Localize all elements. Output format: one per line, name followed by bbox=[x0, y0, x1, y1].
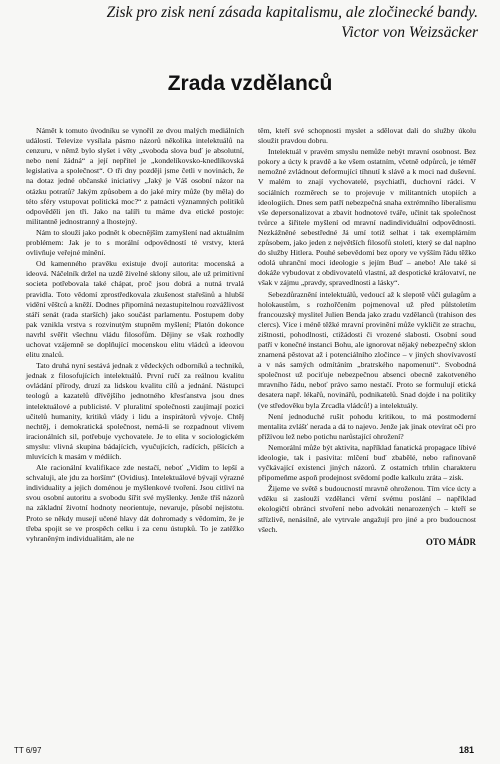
paragraph: Nemorální může být aktivita, například fanatická propagace líbivé ideologie, tak i pasivita: mlčení buď zbabělé, nebo rafinovaně vyčkávající existenci jiných názorů. Z ostatních trhlin charakteru připomeňme aspoň prodejnost svědomí podle kalkulu zráta – zisk. bbox=[258, 442, 476, 483]
issue-label: TT 6/97 bbox=[14, 746, 42, 755]
paragraph: Sebezdůraznění intelektuálů, vedoucí až k slepotě vůči gulagům a holokaustům, s rozhořčením pojmenoval už před půlstoletím francouzský myslitel Julien Benda jako zradu vzdělanců (trahison des clercs). Více i méně těžké mravní provinění může vykličit ze strachu, zištnosti, pohodlnosti, ctižádosti či vrozené slabosti. Osobní soud patří v konečné instanci Bohu, ale ignorovat nějaký nebezpečný sklon znamená pěstovat až i potenciálního zločince – v jiných shovívavostí a v nás samých odmítáním „bratrského napomenutí“. Svobodná společnost už pociťuje nebezpečnou absenci obecně zakotveného mravního řádu, neboť právo samo nestačí. Proto se formulují etická desatera např. lékařů, novinářů, podnikatelů. Snad dojde i na politiky (ve středověku byla Zrcadla vládců!) a intelektuály. bbox=[258, 289, 476, 410]
paragraph: Intelektuál v pravém smyslu nemůže nebýt mravní osobnost. Bez pokory a úcty k pravdě a ke všem ostatním, včetně odpůrců, je téměř nemožné zvládnout deformující tíhnutí k slávě a k moci nad duševní. V malém to znají vychovatelé, psychiatři, duchovní rádci. V sociálních rozměrech se to projevuje v militantních utopiích a ideologiích. Dnes sem patří nebezpečná snaha extrémního liberalismu vše depersonalizovat a zbavit hodnotové tváře, učinit tak společnost tvůrce a šiřitele myšlení od mravní nadindividuální odpovědnosti. Nezkážněné sebestředné Já umí totiž selhat i tak exemplárním způsobem, jako jeden z největších filosofů století, který se dal naplno do služby Hitlera. Pouhé sebevědomí bez opory ve vyšším řádu těžko odolá uhranční moci ideologie s jejím Buď – anebo! Ale také si dokáže vybudovat z obdivovatelů vlastní, až despotické královatví, ne však v zájmu „pravdy, spravedlnosti a lásky“. bbox=[258, 147, 476, 288]
paragraph: Ale racionální kvalifikace zde nestačí, neboť „Vidím to lepší a schvaluji, ale jdu za horším“ (Ovidius). Intelektuálové bývají výrazné individuality a jejich doménou je myšlenkové tvoření. Jsou citliví na svou osobní autoritu a svobodu šířit své myšlenky. Jenže třiš názorů na základní životní hodnoty neorientuje, nevaruje, působí nejistotu. Proto se někdy musejí učené hlavy dát dohromady s vědomím, že je třeba spojit se ve prospěch celku i za cenu ústupků. To je zatěžko vyhraněným individualitám, ale ne bbox=[26, 463, 244, 543]
paragraph: Námět k tomuto úvodníku se vynořil ze dvou malých mediálních událostí. Televize vysílala pásmo názorů několika intelektuálů na cenzuru, v němž bylo slyšet i věty „svoboda slova buď je absolutní, nebo není žádná“ a její nepřítel je „kondelíkovsko-knedlíkovská legislativa a společnost“. O tři dny později jsme četli v novinách, že na dotaz jedné občanské iniciativy „Jaký je Váš osobní názor na otázku potratů? Jakým způsobem a do jaké míry může (by měla) do této sféry vstupovat politická moc?“ z patnácti významných politiků odpověděli jen tři. Jako na talíři tu máme dva etické postoje: militantně jednostranný a lhostejný. bbox=[26, 126, 244, 226]
article-title: Zrada vzdělanců bbox=[167, 72, 333, 95]
paragraph: Není jednoduché rušit pohodu kritikou, to má postmoderní mentalita zvlášť nerada a dá to najevo. Jenže jak jinak otevírat oči pro přížívou lež nebo potichu narůstající ohrožení? bbox=[258, 411, 476, 441]
motto-quote: Zisk pro zisk není zásada kapitalismu, ale zločinecké bandy. bbox=[106, 4, 478, 21]
right-column bbox=[258, 126, 476, 547]
paragraph: těm, kteří své schopnosti myslet a sdělovat dali do služby úkolu sloužit pravdou dobru. bbox=[258, 126, 476, 146]
page-number: 181 bbox=[458, 745, 474, 755]
paragraph: Od kamenného pravěku existuje dvojí autorita: mocenská a ideová. Náčelník držel na uzdě živelné sklony silou, ale už primitivní societa potřebovala také chápat, proč jsou dobrá a nutná trvalá pravidla. Toto vědomí zprostředkovala zkušenost stařešinů a hlubší vidění věštců a kněží. Dodnes připomíná nezastupitelnou rozvážlivost stáří senát (rada starších) jako součást parlamentu. Postupem doby pak vznikla vrstva s rozvinutým stupněm myšlení; Platón dokonce navrhl svěřit všechnu vládu filosofům. Dějiny se však rozhodly uchovat vzájemně se doplňující mocenskou elitu vládců a ideovou elitu znalců. bbox=[26, 259, 244, 360]
motto-attribution: Victor von Weizsäcker bbox=[341, 24, 478, 41]
paragraph: Nám to slouží jako podnět k obecnějším zamyšlení nad aktuálním problémem: Jak je to s morální odpovědností té vrstvy, která ovlivňuje veřejné mínění. bbox=[26, 227, 244, 258]
paragraph: Žijeme ve světě s budoucností mravně ohroženou. Tím více úcty a vděku si zaslouží vzdělanci věrní svému poslání – například ekologičtí obránci stvoření nebo advokáti nenarozených – kteří se střízlivě, nenásilně, ale vytrvale angažují pro jiné a pro budoucnost všech. bbox=[258, 484, 476, 534]
left-column bbox=[26, 126, 244, 545]
paragraph: Tato druhá nyní sestává jednak z vědeckých odborníků a techniků, jednak z filosofujících intelektuálů. První ručí za reálnou kvalitu ovládání přírody, druzí za lidskou kvalitu cílů a jednání. Nástupci teologů a kazatelů dřívějšího jednotného křesťanstva jsou dnes intelektuálové a publicisté. V pluralitní společnosti zaujímají pozici učitelů humanity, kritiků vlády i lidu a inspirátorů vývoje. Chtěj nechtěj, i demokratická společnost, nemá-li se rozpadnout vlivem iracionálních sil, potřebuje vychovatele. Je to elita v sociologickém smyslu: vlivná skupina bádajících, vyučujících, radících, píšících a mluvících k masám v médiích. bbox=[26, 361, 244, 461]
author-signature: OTO MÁDR bbox=[425, 536, 476, 547]
